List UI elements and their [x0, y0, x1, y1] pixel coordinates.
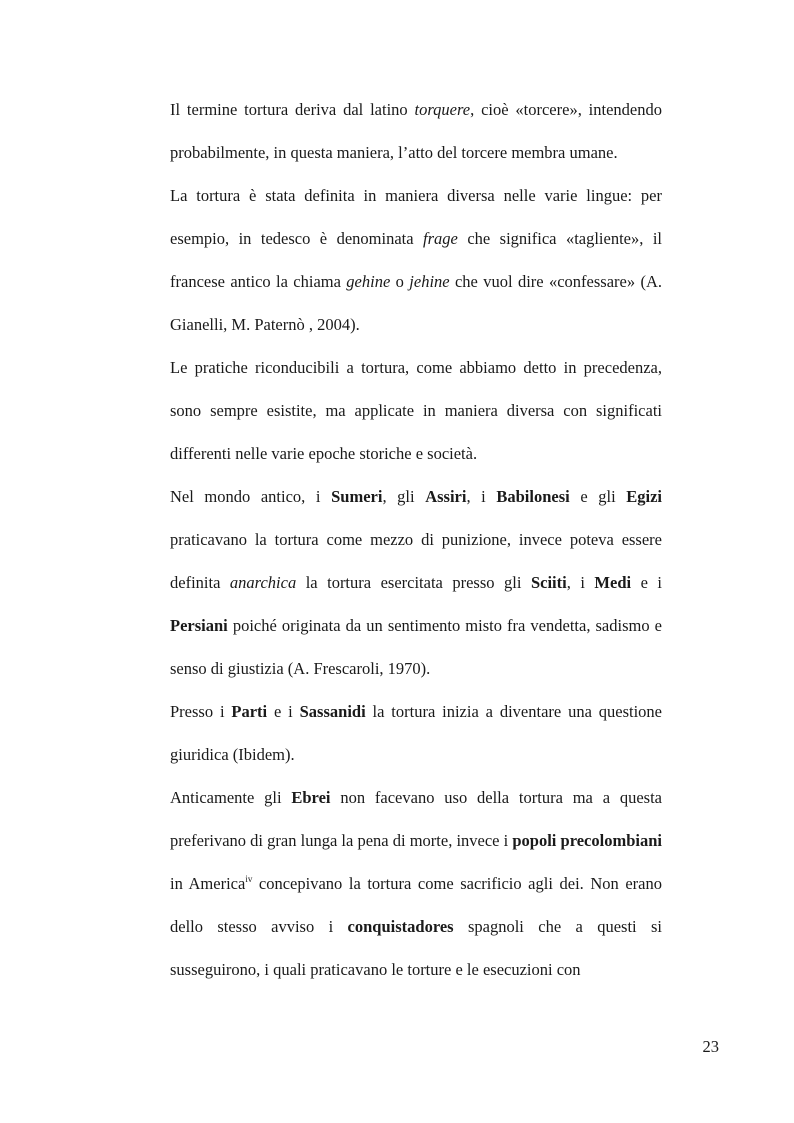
paragraph-ebrei: Anticamente gli Ebrei non facevano uso della tortura ma a questa preferivano di gran lunga la pena di morte, invece i popoli precolombiani in America$^{iv}$ concepivano la tortura come sacrificio agli dei. Non erano dello stesso avviso i conquistadores spagnoli che a questi si susseguirono, i quali praticavano le torture e le esecuzioni con	[170, 788, 663, 979]
bold-term: Ebrei	[291, 788, 331, 807]
bold-term: Babilonesi	[496, 487, 570, 506]
paragraph-definitions: La tortura è stata definita in maniera diversa nelle varie lingue: per esempio, in tedesco è denominata frage che significa «tagliente», il francese antico la chiama gehine o jehine che vuol dire «confessare» (A. Gianelli, M. Paternò , 2004).	[170, 186, 663, 334]
bold-term: Medi	[594, 573, 632, 592]
paragraph-etymology: Il termine tortura deriva dal latino torquere, cioè «torcere», intendendo probabilmente, in questa maniera, l’atto del torcere membra umane.	[170, 100, 662, 162]
bold-term: Parti	[231, 702, 268, 721]
italic-term: jehine	[409, 272, 450, 291]
bold-term: Assiri	[425, 487, 467, 506]
paragraph-parti-sassanidi: Presso i Parti e i Sassanidi la tortura inizia a diventare una questione giuridica (Ibidem).	[170, 702, 662, 764]
bold-term: Sumeri	[331, 487, 383, 506]
page-number: 23	[702, 1037, 719, 1056]
italic-term: anarchica	[229, 573, 297, 592]
bold-term: popoli precolombiani	[512, 831, 662, 850]
body-text	[170, 88, 662, 991]
bold-term: Persiani	[170, 616, 228, 635]
italic-term: gehine	[346, 272, 391, 291]
italic-term: frage	[423, 229, 458, 248]
paragraph-practices: Le pratiche riconducibili a tortura, come abbiamo detto in precedenza, sono sempre esistite, ma applicate in maniera diversa con significati differenti nelle varie epoche storiche e società.	[170, 358, 662, 463]
paragraph-ancient-world: Nel mondo antico, i Sumeri, gli Assiri, i Babilonesi e gli Egizi praticavano la tortura come mezzo di punizione, invece poteva essere definita anarchica la tortura esercitata presso gli Sciiti, i Medi e i Persiani poiché originata da un sentimento misto fra vendetta, sadismo e senso di giustizia (A. Frescaroli, 1970).	[170, 487, 663, 678]
italic-term: torquere	[414, 100, 471, 119]
bold-term: Egizi	[626, 487, 663, 506]
bold-term: conquistadores	[347, 917, 454, 936]
endnote-marker[interactable]: iv	[245, 874, 253, 884]
bold-term: Sassanidi	[299, 702, 366, 721]
bold-term: Sciiti	[530, 573, 567, 592]
